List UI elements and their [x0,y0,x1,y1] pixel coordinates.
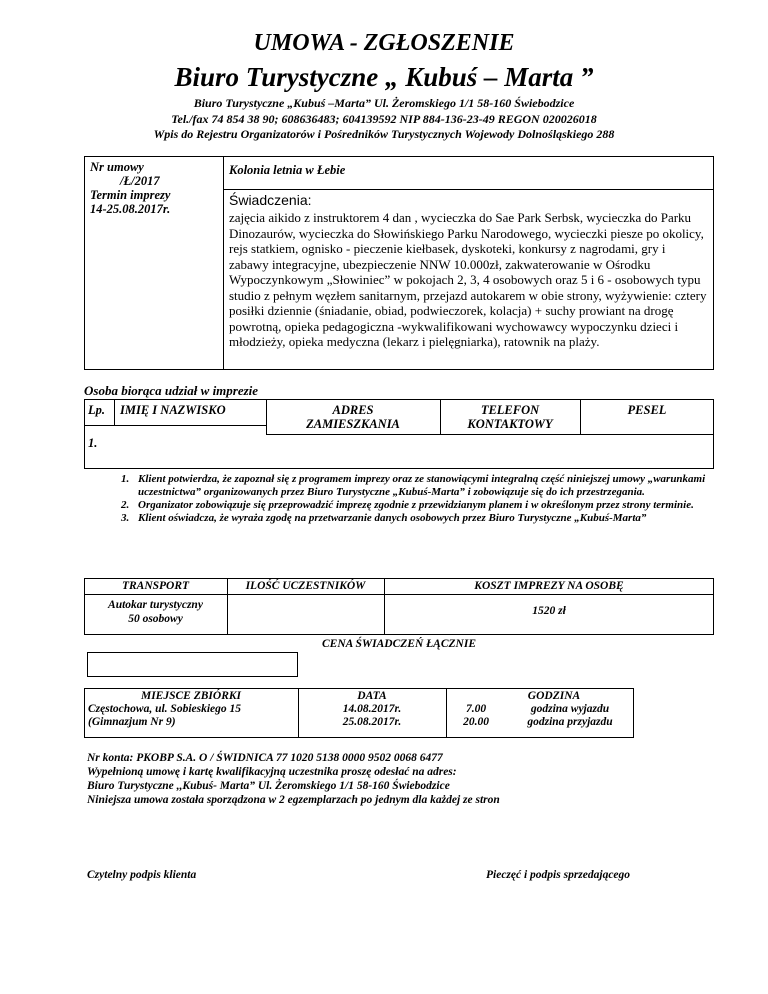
col-phone: TELEFON KONTAKTOWY [467,403,553,431]
total-price-field[interactable] [87,652,298,677]
bank-account: Nr konta: PKOBP S.A. O / ŚWIDNICA 77 1020 5138 0000 9502 0068 6477 [87,752,443,764]
agency-contacts: Tel./fax 74 854 38 90; 608636483; 604139592 NIP 884-136-23-49 REGON 020026018 [171,111,597,126]
agency-info [0,96,768,143]
send-instructions: Wypełnioną umowę i kartę kwalifikacyjną uczestnika proszę odesłać na adres: [87,766,457,778]
col-meeting-place: MIEJSCE ZBIÓRKI [140,690,242,702]
participant-section-label: Osoba biorąca udział w imprezie [84,383,259,398]
col-address: ADRES ZAMIESZKANIA [306,403,400,431]
conditions-list [84,473,714,525]
meeting-hours: GODZINA 7.00 godzina wyjazdu 20.00 godzina przyjazdu [446,690,634,729]
col-transport: TRANSPORT [121,580,190,592]
col-date: DATA [357,690,387,702]
condition-item: 3. Klient oświadcza, że wyraża zgodę na przetwarzanie danych osobowych przez Biuro Turystyczne „Kubuś-Marta” [132,512,714,525]
condition-item: 2. Organizator zobowiązuje się przeprowadzić imprezę zgodnie z przewidzianym planem i w określonym przez strony terminie. [132,499,714,512]
services-label: Świadczenia: [229,192,312,208]
total-price-label: CENA ŚWIADCZEŃ ŁĄCZNIE [321,638,476,650]
services-description: zajęcia aikido z instruktorem 4 dan , wycieczka do Sae Park Serbsk, wycieczka do Parku Dinozaurów, wycieczka do Słowińskiego Parku Narodowego, wycieczki piesze po okolicy, rejs statkiem, ognisko - pieczenie kiełbasek, dyskoteki, konkursy z nagrodami, gry i zabawy integracyjne, ubezpieczenie NNW 10.000zł, zakwaterowanie w Ośrodku Wypoczynkowym „Słowiniec” w pokojach 2, 3, 4 osobowych oraz 5 i 6 - osobowych typu studio z pełnym węzłem sanitarnym, przejazd autokarem w obie strony, wyżywienie: cztery posiłki dziennie (śniadanie, obiad, podwieczorek, kolacja) + suchy prowiant na drogę powrotną, opieka pedagogiczna -wykwalifikowani wychowawcy wypoczynku dzieci i młodzieży, opieka medyczna (lekarz i pielęgniarka), ratownik na plaży. [229,210,707,349]
participant-row-number: 1. [88,436,98,450]
footer-info [87,751,727,807]
send-address: Biuro Turystyczne ,,Kubuś- Marta” Ul. Żeromskiego 1/1 58-160 Świebodzice [87,780,450,792]
agency-address: Biuro Turystyczne „Kubuś –Marta” Ul. Żeromskiego 1/1 58-160 Świebodzice [193,96,575,110]
col-lp: Lp. [88,403,106,417]
col-cost-per-person: KOSZT IMPREZY NA OSOBĘ [474,580,624,592]
meeting-dates: DATA 14.08.2017r. 25.08.2017r. [298,690,446,729]
contract-number-block [90,160,220,216]
contract-number-label: Nr umowy [90,160,144,174]
col-hour: GODZINA [527,690,581,702]
client-signature-label: Czytelny podpis klienta [87,869,197,881]
agency-registry: Wpis do Rejestru Organizatorów i Pośredników Turystycznych Wojewody Dolnośląskiego 288 [153,127,615,141]
col-pesel: PESEL [627,403,667,417]
event-name: Kolonia letnia w Łebie [229,163,346,177]
cost-per-person-value: 1520 zł [532,605,566,617]
event-term-label: Termin imprezy [90,188,171,202]
condition-item: 1. Klient potwierdza, że zapoznał się z programem imprezy oraz ze stanowiącymi integralną część niniejszej umowy „warunkami uczestnictwa” organizowanych przez Biuro Turystyczne „Kubuś-Marta” i zobowiązuje się do ich przestrzegania. [132,473,714,499]
meeting-place: MIEJSCE ZBIÓRKI Częstochowa, ul. Sobieskiego 15 (Gimnazjum Nr 9) [88,690,294,729]
event-term-value: 14-25.08.2017r. [90,202,171,216]
contract-number-value: /Ł/2017 [120,174,160,188]
copies-note: Niniejsza umowa została sporządzona w 2 egzemplarzach po jednym dla każdej ze stron [87,794,500,806]
col-participant-count: ILOŚĆ UCZESTNIKÓW [245,580,366,592]
transport-value: Autokar turystyczny 50 osobowy [108,599,203,625]
document-title: UMOWA - ZGŁOSZENIE [253,30,515,56]
agency-name: Biuro Turystyczne „ Kubuś – Marta ” [174,62,594,92]
col-full-name: IMIĘ I NAZWISKO [120,403,226,417]
seller-signature-label: Pieczęć i podpis sprzedającego [486,869,631,881]
